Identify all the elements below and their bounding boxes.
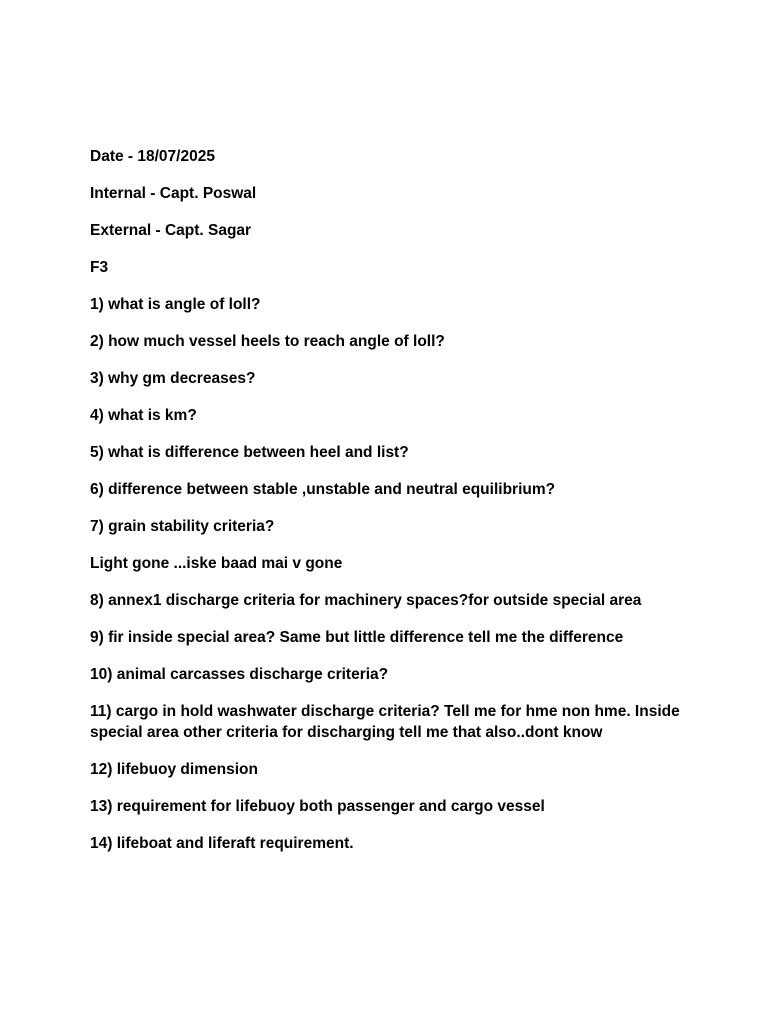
- internal-examiner-line: Internal - Capt. Poswal: [90, 185, 257, 202]
- question-7: 7) grain stability criteria?: [90, 518, 275, 535]
- question-6: 6) difference between stable ,unstable and neutral equilibrium?: [90, 481, 556, 498]
- question-3: 3) why gm decreases?: [90, 370, 256, 387]
- question-2: 2) how much vessel heels to reach angle of loll?: [90, 333, 445, 350]
- question-8: 8) annex1 discharge criteria for machinery spaces?for outside special area: [90, 592, 642, 609]
- question-13: 13) requirement for lifebuoy both passenger and cargo vessel: [90, 798, 545, 815]
- question-11: 11) cargo in hold washwater discharge criteria? Tell me for hme non hme. Inside special area other criteria for discharging tell me that also..dont know: [90, 703, 680, 741]
- question-4: 4) what is km?: [90, 407, 197, 424]
- date-line: Date - 18/07/2025: [90, 148, 215, 165]
- question-10: 10) animal carcasses discharge criteria?: [90, 666, 389, 683]
- function-line: F3: [90, 259, 109, 276]
- external-examiner-line: External - Capt. Sagar: [90, 222, 252, 239]
- question-9: 9) fir inside special area? Same but little difference tell me the difference: [90, 629, 624, 646]
- question-12: 12) lifebuoy dimension: [90, 761, 258, 778]
- question-1: 1) what is angle of loll?: [90, 296, 261, 313]
- question-14: 14) lifeboat and liferaft requirement.: [90, 835, 354, 852]
- note-line: Light gone ...iske baad mai v gone: [90, 555, 343, 572]
- question-5: 5) what is difference between heel and list?: [90, 444, 409, 461]
